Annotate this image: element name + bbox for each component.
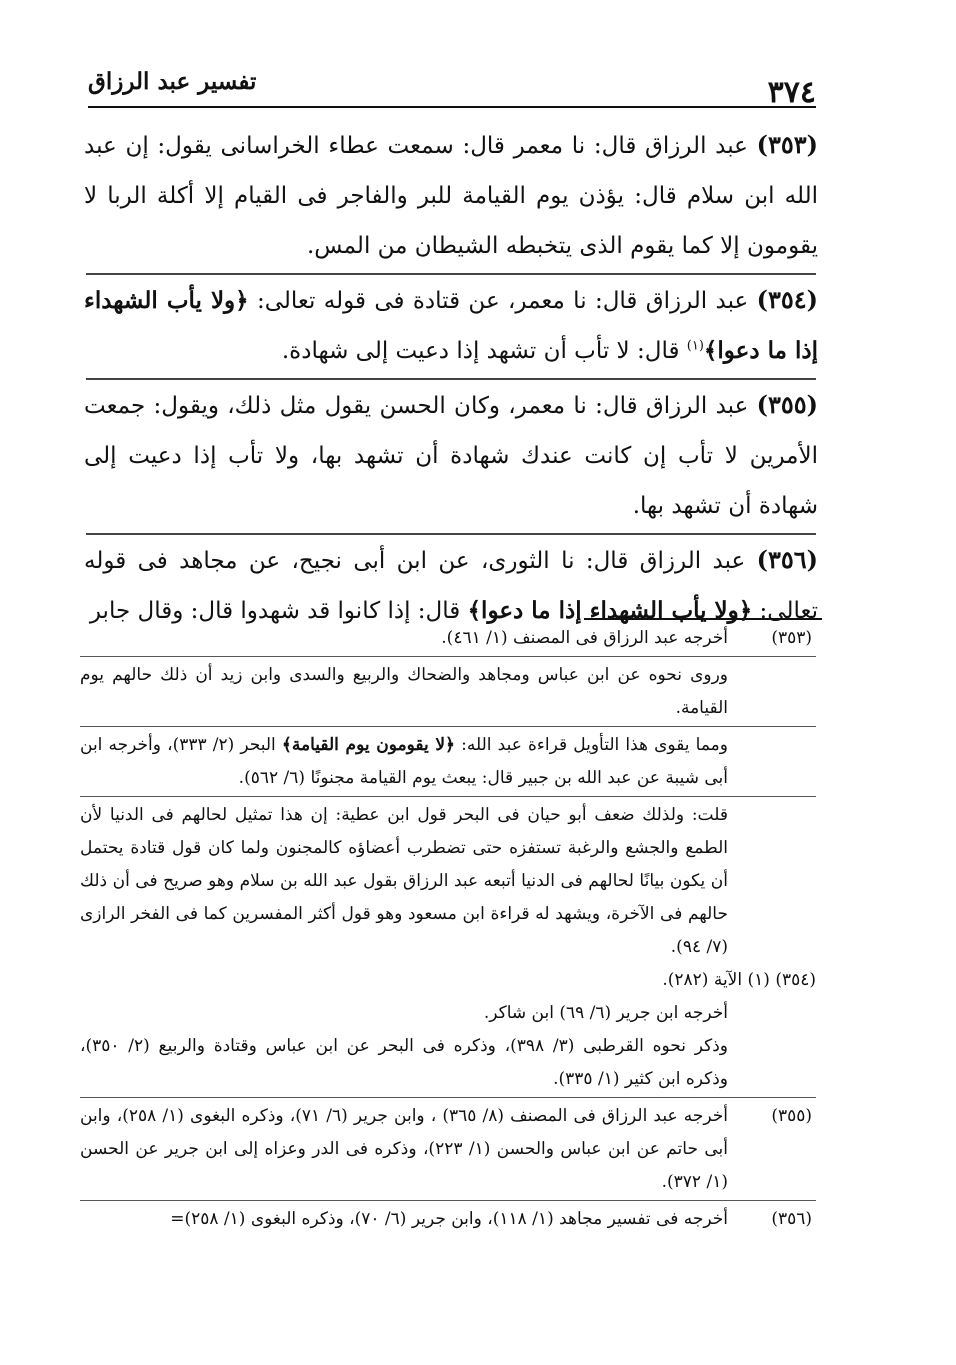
footnote-number: (٣٥٦) bbox=[771, 1209, 812, 1229]
entry-text: عبد الرزاق قال: نا معمر، عن قتادة فى قوله تعالى: bbox=[248, 288, 757, 314]
footnote-number: (٣٥٣) bbox=[771, 628, 812, 648]
footnote-353-note bbox=[80, 799, 816, 964]
footnote-355 bbox=[80, 1100, 816, 1199]
main-text bbox=[84, 120, 818, 638]
page-header bbox=[88, 66, 816, 110]
footnote-divider bbox=[80, 796, 816, 797]
footnote-353 bbox=[80, 622, 816, 655]
footnote-353-note bbox=[80, 659, 816, 725]
entry-356 bbox=[84, 535, 818, 636]
footnote-text: وروى نحوه عن ابن عباس ومجاهد والضحاك والربيع والسدى وابن زيد أن ذلك حالهم يوم القيامة. bbox=[80, 665, 728, 718]
entry-text: عبد الرزاق قال: نا معمر، وكان الحسن يقول مثل ذلك، ويقول: جمعت الأمرين لا تأب إن كانت عندك شهادة أن تشهد بها، ولا تأب إذا دعيت إلى شهادة أن تشهد بها. bbox=[84, 393, 818, 519]
entry-text: قال: لا تأب أن تشهد إذا دعيت إلى شهادة. bbox=[281, 338, 687, 364]
entry-353 bbox=[84, 120, 818, 271]
footnote-text: أخرجه عبد الرزاق فى المصنف (٨/ ٣٦٥) ، وابن جرير (٦/ ٧١)، وذكره البغوى (١/ ٢٥٨)، وابن أبى حاتم عن ابن عباس والحسن (١/ ٢٢٣)، وذكره فى الدر وعزاه إلى ابن جرير عن الحسن (١/ ٣٧٢). bbox=[80, 1106, 728, 1192]
quranic-quote: ﴿لا يقومون يوم القيامة﴾ bbox=[281, 735, 456, 755]
footnote-ref[interactable]: (١) bbox=[686, 338, 704, 354]
footnote-text: قلت: ولذلك ضعف أبو حيان فى البحر قول ابن عطية: إن هذا تمثيل لحالهم فى الدنيا لأن الطمع والجشع والرغبة تستفزه حتى تضطرب أعضاؤه كالمجنون ولما كان قول قتادة يحتمل أن يكون بيانًا لحالهم فى الدنيا أتبعه عبد الرزاق بقول عبد الله بن سلام وهو صريح فى أن ذلك حالهم فى الآخرة، ويشهد له قراءة ابن مسعود وهو قول أكثر المفسرين كما فى الفخر الرازى (٧/ ٩٤). bbox=[80, 805, 728, 957]
footnotes bbox=[80, 622, 816, 1236]
footnote-354 bbox=[80, 964, 816, 997]
footnote-divider bbox=[80, 656, 816, 657]
footnote-text: أخرجه فى تفسير مجاهد (١/ ١١٨)، وابن جرير (٦/ ٧٠)، وذكره البغوى (١/ ٢٥٨)= bbox=[170, 1209, 728, 1229]
footnote-divider bbox=[80, 1200, 816, 1201]
entry-text: قال: إذا كانوا قد شهدوا قال: وقال جابر bbox=[89, 598, 468, 624]
footnote-text: أخرجه ابن جرير (٦/ ٦٩) ابن شاكر. bbox=[483, 1003, 728, 1023]
running-title: تفسير عبد الرزاق bbox=[88, 68, 257, 95]
footnote-356 bbox=[80, 1203, 816, 1236]
entry-number: (٣٥٤) bbox=[756, 285, 818, 314]
page-number: ٣٧٤ bbox=[767, 75, 816, 110]
entry-number: (٣٥٣) bbox=[756, 130, 818, 159]
footnote-divider bbox=[80, 1097, 816, 1098]
footnote-text: أخرجه عبد الرزاق فى المصنف (١/ ٤٦١). bbox=[441, 628, 728, 648]
footnote-text: البحر (٢/ ٣٣٣)، وأخرجه ابن أبى شيبة عن عبد الله بن جبير قال: يبعث يوم القيامة مجنونًا (٦/ ٥٦٢). bbox=[80, 735, 728, 788]
entry-text: عبد الرزاق قال: نا الثورى، عن ابن أبى نجيح، عن مجاهد فى قوله تعالى: bbox=[84, 548, 818, 624]
footnote-text: ومما يقوى هذا التأويل قراءة عبد الله: bbox=[455, 735, 728, 755]
quranic-quote: ﴿ولا يأب الشهداء إذا ما دعوا﴾ bbox=[467, 597, 753, 624]
entry-number: (٣٥٥) bbox=[756, 390, 818, 419]
header-rule bbox=[88, 106, 816, 108]
quranic-quote: ﴿ولا يأب الشهداء إذا ما دعوا﴾ bbox=[84, 287, 818, 364]
footnote-353-note bbox=[80, 729, 816, 795]
footnote-text: وذكر نحوه القرطبى (٣/ ٣٩٨)، وذكره فى البحر عن ابن عباس وقتادة والربيع (٢/ ٣٥٠)، وذكره ابن كثير (١/ ٣٣٥). bbox=[80, 1036, 728, 1089]
footnote-divider bbox=[80, 726, 816, 727]
entry-355 bbox=[84, 380, 818, 531]
entry-number: (٣٥٦) bbox=[756, 545, 818, 574]
footnote-rule bbox=[584, 618, 822, 620]
footnote-heading: (٣٥٤) (١) الآية (٢٨٢). bbox=[662, 970, 816, 990]
entry-text: عبد الرزاق قال: نا معمر قال: سمعت عطاء الخراسانى يقول: إن عبد الله ابن سلام قال: يؤذن يوم القيامة للبر والفاجر فى القيام إلا أكلة الربا لا يقومون إلا كما يقوم الذى يتخبطه الشيطان من المس. bbox=[84, 133, 818, 259]
entry-354 bbox=[84, 275, 818, 376]
footnote-number: (٣٥٥) bbox=[771, 1106, 812, 1126]
footnote-354-note bbox=[80, 997, 816, 1096]
